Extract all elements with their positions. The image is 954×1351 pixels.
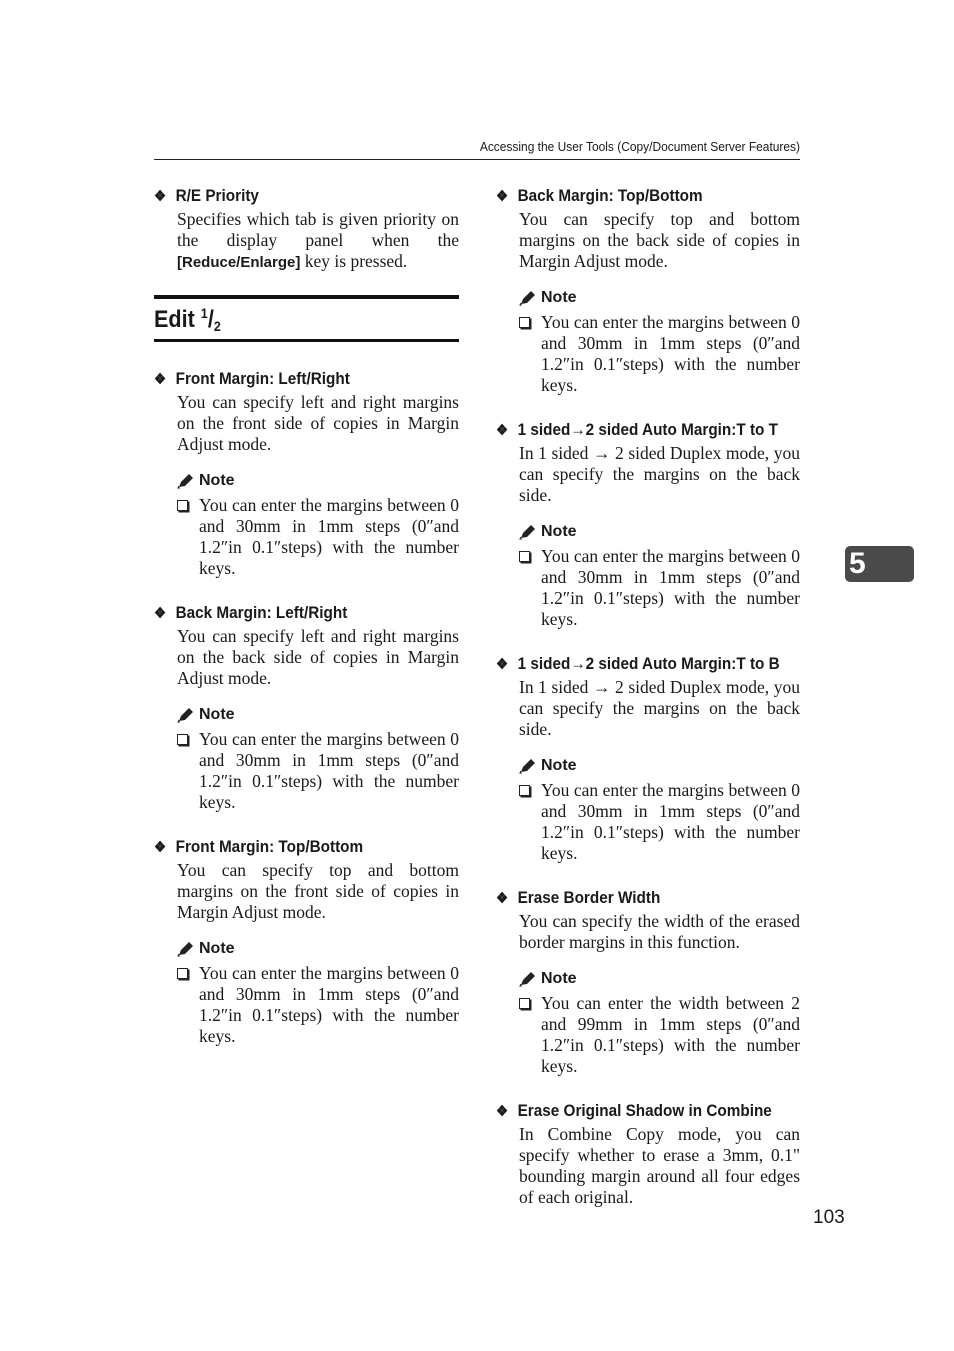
note-item: You can enter the margins between 0 and 30mm in 1mm steps (0″and 1.2″in 0.1″steps) with the number keys. xyxy=(519,546,800,630)
section-front-margin-tb xyxy=(154,835,459,1047)
pencil-icon xyxy=(519,758,537,774)
note-item: You can enter the margins between 0 and 30mm in 1mm steps (0″and 1.2″in 0.1″steps) with the number keys. xyxy=(519,780,800,864)
checkbox-bullet-icon xyxy=(177,500,188,511)
left-column xyxy=(154,184,459,1069)
edit-heading-title: Edit $^1/_2$ xyxy=(154,305,221,334)
note-item: You can enter the width between 2 and 99mm in 1mm steps (0″and 1.2″in 0.1″steps) with the number keys. xyxy=(519,993,800,1077)
section-title: ❖ Front Margin: Left/Right xyxy=(154,367,429,392)
diamond-bullet-icon: ❖ xyxy=(154,839,167,856)
section-body: You can specify left and right margins on the back side of copies in Margin Adjust mode. xyxy=(177,626,459,688)
section-title: ❖ Erase Border Width xyxy=(496,886,770,911)
checkbox-bullet-icon xyxy=(519,317,530,328)
note-item: You can enter the margins between 0 and 30mm in 1mm steps (0″and 1.2″in 0.1″steps) with the number keys. xyxy=(177,963,459,1047)
note-heading: Note xyxy=(177,704,459,726)
diamond-bullet-icon: ❖ xyxy=(496,656,509,673)
section-title: ❖ R/E Priority xyxy=(154,184,429,209)
chapter-number: 5 xyxy=(849,547,866,580)
checkbox-bullet-icon xyxy=(177,968,188,979)
note-item: You can enter the margins between 0 and 30mm in 1mm steps (0″and 1.2″in 0.1″steps) with the number keys. xyxy=(177,729,459,813)
section-erase-original-shadow xyxy=(496,1099,800,1208)
section-back-margin-lr xyxy=(154,601,459,813)
section-back-margin-tb xyxy=(496,184,800,396)
section-title: ❖ Back Margin: Top/Bottom xyxy=(496,184,770,209)
pencil-icon xyxy=(177,941,195,957)
section-body: In Combine Copy mode, you can specify whether to erase a 3mm, 0.1" bounding margin around all four edges of each original. xyxy=(519,1124,800,1207)
diamond-bullet-icon: ❖ xyxy=(496,188,509,205)
running-header xyxy=(154,138,800,160)
diamond-bullet-icon: ❖ xyxy=(496,890,509,907)
section-title: ❖ 1 sided→2 sided Auto Margin:T to B xyxy=(496,652,770,677)
pencil-icon xyxy=(519,290,537,306)
checkbox-bullet-icon xyxy=(177,734,188,745)
note-heading: Note xyxy=(177,938,459,960)
note-item: You can enter the margins between 0 and 30mm in 1mm steps (0″and 1.2″in 0.1″steps) with the number keys. xyxy=(519,312,800,396)
right-column xyxy=(496,184,800,1230)
section-body: You can specify left and right margins on the front side of copies in Margin Adjust mode. xyxy=(177,392,459,454)
note-heading: Note xyxy=(519,521,800,543)
diamond-bullet-icon: ❖ xyxy=(154,188,167,205)
section-body: Specifies which tab is given priority on the display panel when the [Reduce/Enlarge] key is pressed. xyxy=(177,209,459,271)
note-heading: Note xyxy=(519,755,800,777)
diamond-bullet-icon: ❖ xyxy=(496,1103,509,1120)
note-heading: Note xyxy=(519,968,800,990)
pencil-icon xyxy=(177,473,195,489)
section-auto-margin-t-to-b xyxy=(496,652,800,864)
diamond-bullet-icon: ❖ xyxy=(496,422,509,439)
pencil-icon xyxy=(519,524,537,540)
checkbox-bullet-icon xyxy=(519,785,530,796)
section-title: ❖ Erase Original Shadow in Combine xyxy=(496,1099,770,1124)
reduce-enlarge-key-label: [Reduce/Enlarge] xyxy=(177,254,301,271)
section-title: ❖ Back Margin: Left/Right xyxy=(154,601,429,626)
header-title: Accessing the User Tools (Copy/Document Server Features) xyxy=(479,139,800,154)
note-heading: Note xyxy=(519,287,800,309)
section-re-priority xyxy=(154,184,459,273)
section-auto-margin-t-to-t xyxy=(496,418,800,630)
section-erase-border-width xyxy=(496,886,800,1077)
pencil-icon xyxy=(177,707,195,723)
pencil-icon xyxy=(519,971,537,987)
section-title: ❖ Front Margin: Top/Bottom xyxy=(154,835,429,860)
section-front-margin-lr xyxy=(154,367,459,579)
note-heading: Note xyxy=(177,470,459,492)
diamond-bullet-icon: ❖ xyxy=(154,605,167,622)
section-body: In 1 sided → 2 sided Duplex mode, you can specify the margins on the back side. xyxy=(519,677,800,739)
section-body: You can specify the width of the erased border margins in this function. xyxy=(519,911,800,952)
edit-heading xyxy=(154,295,459,342)
section-body: You can specify top and bottom margins on the back side of copies in Margin Adjust mode. xyxy=(519,209,800,271)
section-body: You can specify top and bottom margins on the front side of copies in Margin Adjust mode. xyxy=(177,860,459,922)
checkbox-bullet-icon xyxy=(519,998,530,1009)
chapter-tab xyxy=(845,546,914,582)
checkbox-bullet-icon xyxy=(519,551,530,562)
section-title: ❖ 1 sided→2 sided Auto Margin:T to T xyxy=(496,418,770,443)
diamond-bullet-icon: ❖ xyxy=(154,371,167,388)
page-number: 103 xyxy=(813,1207,845,1228)
section-body: In 1 sided → 2 sided Duplex mode, you can specify the margins on the back side. xyxy=(519,443,800,505)
note-item: You can enter the margins between 0 and 30mm in 1mm steps (0″and 1.2″in 0.1″steps) with the number keys. xyxy=(177,495,459,579)
